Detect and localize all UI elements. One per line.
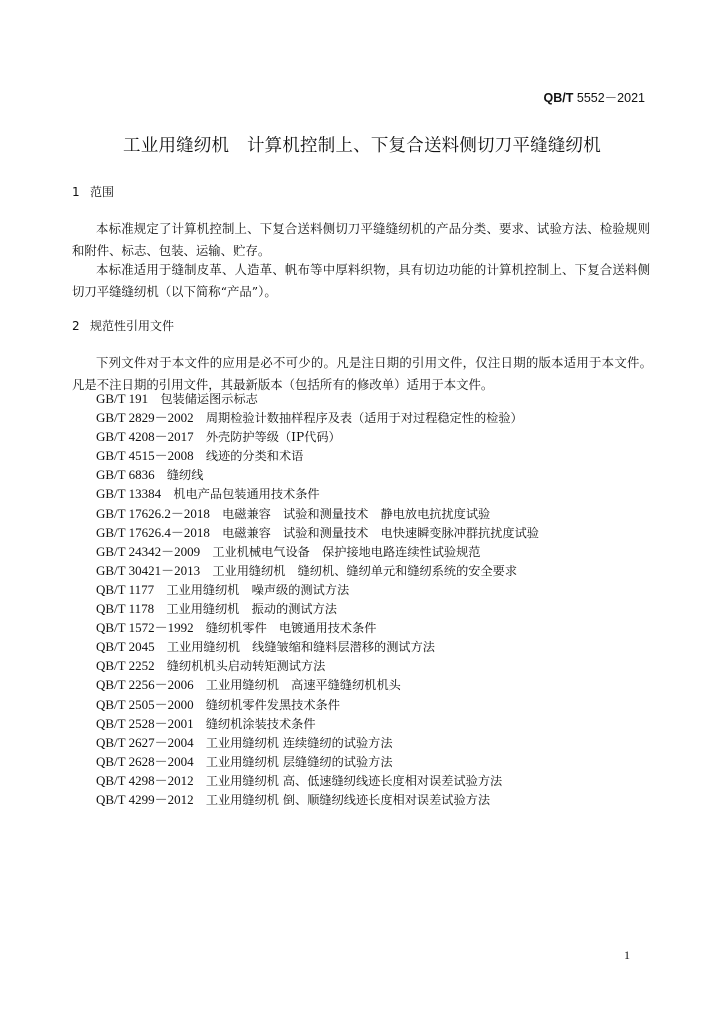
reference-code: QB/T 2252: [96, 658, 155, 674]
reference-item: [96, 771, 539, 790]
reference-code: GB/T 13384: [96, 486, 162, 502]
page-number: 1: [624, 948, 630, 962]
reference-item: [96, 446, 539, 465]
standard-code: [544, 88, 645, 106]
reference-title: 缝纫机零件发黑技术条件: [205, 697, 340, 712]
reference-code: GB/T 30421－2013: [96, 562, 201, 578]
reference-code: QB/T 4299－2012: [96, 791, 194, 807]
reference-title: 机电产品包装通用技术条件: [173, 487, 320, 502]
reference-item: [96, 484, 539, 503]
reference-item: [96, 408, 539, 427]
reference-code: GB/T 4208－2017: [96, 429, 194, 445]
scope-paragraph-2: 本标准适用于缝制皮革、人造革、帆布等中厚料织物，具有切边功能的计算机控制上、下复合送料侧切刀平缝缝纫机（以下简称“产品”）。: [72, 262, 650, 299]
reference-title: 周期检验计数抽样程序及表（适用于对过程稳定性的检验）: [205, 411, 523, 426]
reference-code: QB/T 1178: [96, 601, 155, 617]
reference-code: GB/T 2829－2002: [96, 410, 194, 426]
reference-code: QB/T 2628－2004: [96, 753, 194, 769]
reference-title: 工业用缝纫机 噪声级的测试方法: [166, 582, 350, 597]
reference-title: 缝纫线: [166, 468, 204, 483]
reference-item: [96, 637, 539, 656]
reference-code: QB/T 2256－2006: [96, 677, 194, 693]
scope-paragraph-1: 本标准规定了计算机控制上、下复合送料侧切刀平缝缝纫机的产品分类、要求、试验方法、检验规则和附件、标志、包装、运输、贮存。: [72, 221, 650, 258]
reference-title: 缝纫机机头启动转矩测试方法: [166, 659, 326, 674]
standard-number: 5552－2021: [576, 91, 645, 105]
reference-item: [96, 561, 539, 580]
reference-item: [96, 465, 539, 484]
reference-code: GB/T 6836: [96, 467, 155, 483]
reference-title: 电磁兼容 试验和测量技术 电快速瞬变脉冲群抗扰度试验: [222, 525, 539, 540]
reference-title: 工业用缝纫机 高、低速缝纫线迹长度相对误差试验方法: [205, 773, 503, 788]
reference-code: QB/T 2045: [96, 639, 155, 655]
reference-title: 工业用缝纫机 缝纫机、缝纫单元和缝纫系统的安全要求: [212, 563, 518, 578]
reference-title: 缝纫机涂装技术条件: [205, 716, 316, 731]
reference-title: 外壳防护等级（IP代码）: [205, 430, 341, 445]
standard-prefix: QB/T: [543, 91, 574, 105]
references-intro-paragraph: 下列文件对于本文件的应用是必不可少的。凡是注日期的引用文件，仅注日期的版本适用于本文件。凡是不注日期的引用文件，其最新版本（包括所有的修改单）适用于本文件。: [72, 355, 652, 392]
reference-code: QB/T 1177: [96, 581, 155, 597]
reference-code: GB/T 191: [96, 391, 149, 406]
section-title: 规范性引用文件: [90, 319, 175, 333]
reference-title: 工业机械电气设备 保护接地电路连续性试验规范: [212, 544, 481, 559]
reference-item: [96, 580, 539, 599]
reference-title: 线迹的分类和术语: [205, 449, 304, 464]
reference-title: 工业用缝纫机 高速平缝缝纫机机头: [205, 678, 401, 693]
reference-item: [96, 542, 539, 561]
reference-item: [96, 389, 539, 408]
reference-list: [96, 389, 539, 809]
section-title: 范围: [90, 185, 115, 199]
section-number: 1: [72, 185, 80, 199]
section-heading-scope: [72, 183, 114, 200]
reference-title: 工业用缝纫机 倒、顺缝纫线迹长度相对误差试验方法: [205, 792, 491, 807]
section-number: 2: [72, 319, 80, 333]
reference-code: GB/T 17626.4－2018: [96, 524, 210, 540]
reference-item: [96, 675, 539, 694]
reference-item: [96, 714, 539, 733]
reference-code: QB/T 2505－2000: [96, 696, 194, 712]
reference-title: 工业用缝纫机 振动的测试方法: [166, 602, 337, 617]
reference-item: [96, 618, 539, 637]
reference-title: 工业用缝纫机 连续缝纫的试验方法: [205, 735, 393, 750]
section-heading-normative-references: [72, 317, 174, 334]
reference-item: [96, 504, 539, 523]
reference-code: GB/T 4515－2008: [96, 448, 194, 464]
reference-item: [96, 733, 539, 752]
reference-title: 缝纫机零件 电镀通用技术条件: [205, 621, 377, 636]
reference-code: QB/T 2627－2004: [96, 734, 194, 750]
reference-title: 工业用缝纫机 线缝皱缩和缝料层潜移的测试方法: [166, 640, 435, 655]
reference-item: [96, 599, 539, 618]
reference-title: 包装储运图示标志: [160, 392, 258, 406]
reference-code: QB/T 1572－1992: [96, 620, 194, 636]
reference-code: QB/T 4298－2012: [96, 772, 194, 788]
reference-code: GB/T 24342－2009: [96, 543, 201, 559]
reference-code: GB/T 17626.2－2018: [96, 505, 210, 521]
reference-item: [96, 656, 539, 675]
reference-item: [96, 790, 539, 809]
reference-item: [96, 695, 539, 714]
reference-item: [96, 752, 539, 771]
reference-code: QB/T 2528－2001: [96, 715, 194, 731]
reference-item: [96, 427, 539, 446]
reference-title: 工业用缝纫机 层缝缝纫的试验方法: [205, 754, 393, 769]
reference-item: [96, 523, 539, 542]
reference-title: 电磁兼容 试验和测量技术 静电放电抗扰度试验: [222, 506, 491, 521]
document-title: 工业用缝纫机 计算机控制上、下复合送料侧切刀平缝缝纫机: [123, 136, 601, 156]
